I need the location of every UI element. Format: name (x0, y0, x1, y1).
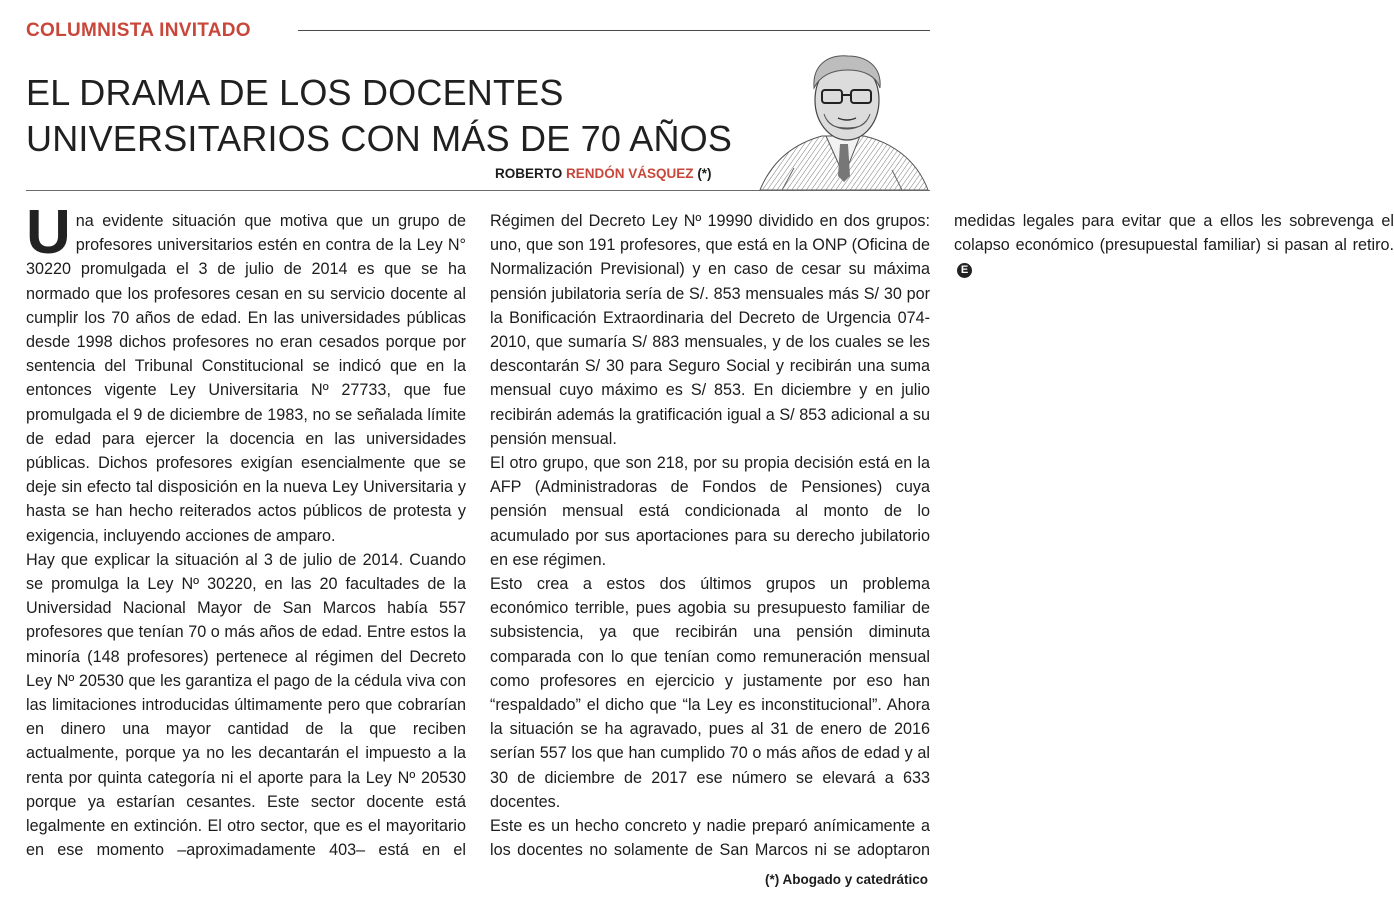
top-rule (298, 30, 930, 31)
headline (26, 70, 732, 162)
dropcap: U (26, 198, 71, 267)
paragraph-4: Esto crea a estos dos últimos grupos un problema económico terrible, pues agobia su presupuesto familiar de subsistencia, ya que recibirán una pensión diminuta comparada con lo que tenían como remuneración mensual como profesores en ejercicio y justamente por eso han “respaldado” el dicho que “la Ley es inconstitucional”. Ahora la situación se ha agravado, pues al 31 de enero de 2016 serían 557 los que han cumplido 70 o más años de edad y al 30 de diciembre de 2017 ese número se elevará a 633 docentes. (490, 575, 930, 811)
author-first-name: ROBERTO (495, 166, 563, 181)
paragraph-2: Hay que explicar la situación al 3 de julio de 2014. Cuando se promulga la Ley Nº 30220, en las 20 facultades de la Universidad Nacional Mayor de San Marcos había 557 profesores que tenían 70 o más años de edad. Entre estos la minoría (148 profesores) pertenece al régimen del Decreto Ley Nº 20530 que les garantiza el pago de la cédula viva con las limitaciones introducidas últimamente pero que cobrarían en dinero una mayor cantidad de la que reciben actualmente, porque ya no les decantarán el impuesto a la renta por quinta categoría ni el aporte para la Ley Nº 20530 porque ya estarían cesantes. Este sector docente está legalmente en extinción. El otro sector, que es el mayoritario en ese momento –aproximadamente 403– está en el Régimen del Decreto Ley Nº 19990 dividido en dos grupos: uno, que son 191 profesores, que está en la ONP (Oficina de Normalización Previsional) y en caso de cesar su máxima pensión jubilatoria sería de S/. 853 mensuales más S/ 30 por la Bonificación Extraordinaria del Decreto de Urgencia 074-2010, que sumaría S/ 883 mensuales, y de los cuales se les descontarán S/ 30 para Seguro Social y recibirán una suma mensual cuyo máximo es S/ 853. En diciembre y en julio recibirán además la gratificación igual a S/ 853 adicional a su pensión mensual. (26, 212, 930, 860)
article-body (26, 198, 1394, 881)
header-divider (26, 190, 930, 191)
byline (495, 166, 712, 181)
section-label: COLUMNISTA INVITADO (26, 20, 251, 41)
author-mark: (*) (697, 166, 712, 181)
paragraph-1 (26, 198, 466, 548)
author-last-name: RENDÓN VÁSQUEZ (566, 166, 694, 181)
headline-line-1: EL DRAMA DE LOS DOCENTES (26, 72, 564, 113)
paragraph-3: El otro grupo, que son 218, por su propia decisión está en la AFP (Administradoras de Fondos de Pensiones) cuya pensión mensual está condicionada al monto de lo acumulado por sus aportaciones para su derecho jubilatorio en ese régimen. (490, 454, 930, 569)
paragraph-1-text: na evidente situación que motiva que un grupo de profesores universitarios estén en contra de la Ley N° 30220 promulgada el 3 de julio de 2014 es que se ha normado que los profesores cesan en su servicio docente al cumplir los 70 años de edad. En las universidades públicas desde 1998 dichos profesores no eran cesados porque por sentencia del Tribunal Constitucional se indicó que en la entonces vigente Ley Universitaria Nº 27733, que fue promulgada el 9 de diciembre de 1983, no se señalada límite de edad para ejercer la docencia en las universidades públicas. Dichos profesores exigían esencialmente que se deje sin efecto tal disposición en la nueva Ley Universitaria y hasta se han hecho reiterados actos públicos de protesta y exigencia, incluyendo acciones de amparo. (26, 212, 466, 545)
end-mark-icon: E (957, 263, 972, 278)
headline-line-2: UNIVERSITARIOS CON MÁS DE 70 AÑOS (26, 118, 733, 159)
paragraph-5-text: Este es un hecho concreto y nadie preparó anímicamente a los docentes no solamente de San Marcos ni se adoptaron medidas legales para evitar que a ellos les sobrevenga el colapso económico (presupuestal familiar) si pasan al retiro. (490, 212, 1394, 860)
footnote: (*) Abogado y catedrático (764, 872, 928, 887)
author-portrait (752, 44, 932, 190)
